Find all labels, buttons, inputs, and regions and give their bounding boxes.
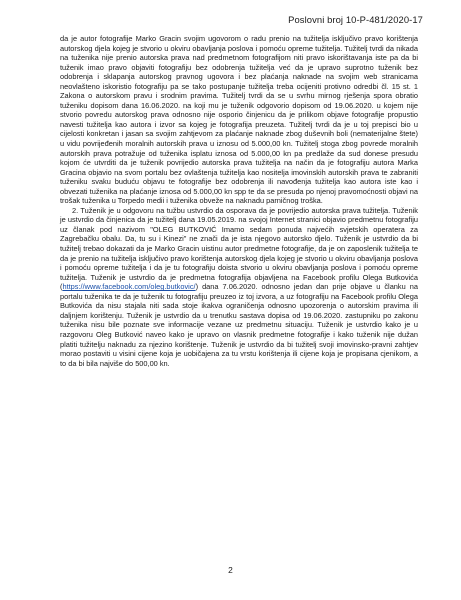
case-number: Poslovni broj 10-P-481/2020-17 (288, 14, 423, 25)
facebook-profile-link[interactable]: https://www.facebook.com/oleg.butkovic/ (62, 282, 196, 292)
paragraph-1: da je autor fotografije Marko Gracin svojim ugovorom o radu prenio na tužitelja isključivo pravo korištenja autorskog djela kojeg je stvorio u okviru obavljanja poslova i pomoću opreme tužitelja. Tužitelj tvrdi da nikada na tuženika nije prenio autorska prava nad predmetnom fotografijom niti pravo iskorištavanja iste pa da bi tuženik imao pravo objaviti fotografiju bez odobrenja tužitelja već da je upravo suprotno tuženik bez odobrenja i sklapanja autorskog pravnog ugovora i bez plaćanja naknade na svojim web stranicama neovlašteno iskoristio fotografiju pa se tako postupanje tužitelja treba ocijeniti protivno odredbi čl. 15 st. 1 Zakona o autorskom pravu i srodnim pravima. Tužitelj tvrdi da se u svrhu mirnog rješenja spora obratio tuženiku dopisom dana 16.06.2020. na koji mu je tuženik odgovorio dopisom od 19.06.2020. u kojem nije stvorio povredu autorskog prava odnosno nije osporio činjenicu da je prilikom objave fotografije propustio navesti tužitelja kao autora i izvor sa kojeg je fotografija preuzeta. Tužitelj tvrdi da je u toj prepisci bio u cijelosti konkretan i jasan sa svojim zahtjevom za plaćanje naknade zbog duševnih boli (nematerijalne štete) u vidu povrijeđenih moralnih autorskih prava u iznosu od 5.000,00 kn. Tužitelj stoga zbog povrede moralnih autorskih prava potražuje od tuženika isplatu iznosa od 5.000,00 kn pa predlaže da sud donese presudu kojom će utvrditi da je tuženik povrijedio autorska prava tužitelja na način da je fotografiju autora Marka Gracina objavio na svom portalu bez ovlaštenja tužitelja kao nositelja imovinskih autorskih prava te zabraniti tuženiku svaku buduću objavu te fotografije bez odobrenja ili navođenja tužitelja kao autora iste kao i obvezati tuženika na plaćanje iznosa od 5.000,00 kn spp te da se presuda po njenoj pravomoćnosti objavi na trošak tuženika u Torpedo medii i tuženika obveže na naknadu parničnog troška. (60, 34, 418, 206)
paragraph-2 (60, 206, 418, 368)
document-body (60, 34, 418, 368)
page-number: 2 (228, 565, 233, 575)
paragraph-2-text-b: ) dana 7.06.2020. odnosno jedan dan prije objave u članku na portalu tuženika te da je tuženik tu fotografiju preuzeo iz toj izvora, a uz fotografiju na Facebook profilu Olega Butkovića da nisu stajala niti sada stoje ikakva ograničenja odnosno upozorenja o autorskim pravima ili daljnjem korištenju. Tuženik je ustvrdio da u trenutku sastava dopisa od 19.06.2020. zastupniku po zakonu tuženika nisu bile poznate sve informacije vezane uz predmetnu situaciju. Tuženik je ustvrdio kako je u razgovoru Oleg Butković naveo kako je upravo on vlasnik predmetne fotografije i kako tuženik nije dužan platiti tužitelju naknadu za njezino korištenje. Tuženik je ustvrdio da bi tužitelj svoji imovinsko-pravni zahtjev morao postaviti u visini cijene koja je uobičajena za tu vrstu korištenja ili cijene koja je propisana cjenikom, a to da bi bila najviše do 500,00 kn. (60, 282, 418, 368)
paragraph-2-text-a: 2. Tuženik je u odgovoru na tužbu ustvrdio da osporava da je povrijedio autorska prava tužitelja. Tuženik je ustvrdio da činjenica da je tužitelj dana 19.05.2019. na svojoj Internet stranici objavio predmetnu fotografiju uz članak pod nazivom "OLEG BUTKOVIĆ Imamo sedam ponuda najvećih svjetskih operatera za Zagrebačku obalu. Da, tu su i Kinezi" ne znači da je ista njegovo autorsko djelo. Tuženik je ustvrdio da bi tužitelj trebao dokazati da je Marko Gracin uistinu autor predmetne fotografije, da je on zaposlenik tužitelja te da je prenio na tužitelja isključivo pravo korištenja autorskog djela kojeg je stvorio u okviru obavljanja poslova i pomoću opreme tužitelja i da je tu fotografiju doista stvorio u okviru obavljanja poslova i pomoću opreme tužitelja. Tuženik je ustvrdio da je predmetna fotografija objavljena na Facebook profilu Olega Butkovića ( (60, 205, 418, 292)
